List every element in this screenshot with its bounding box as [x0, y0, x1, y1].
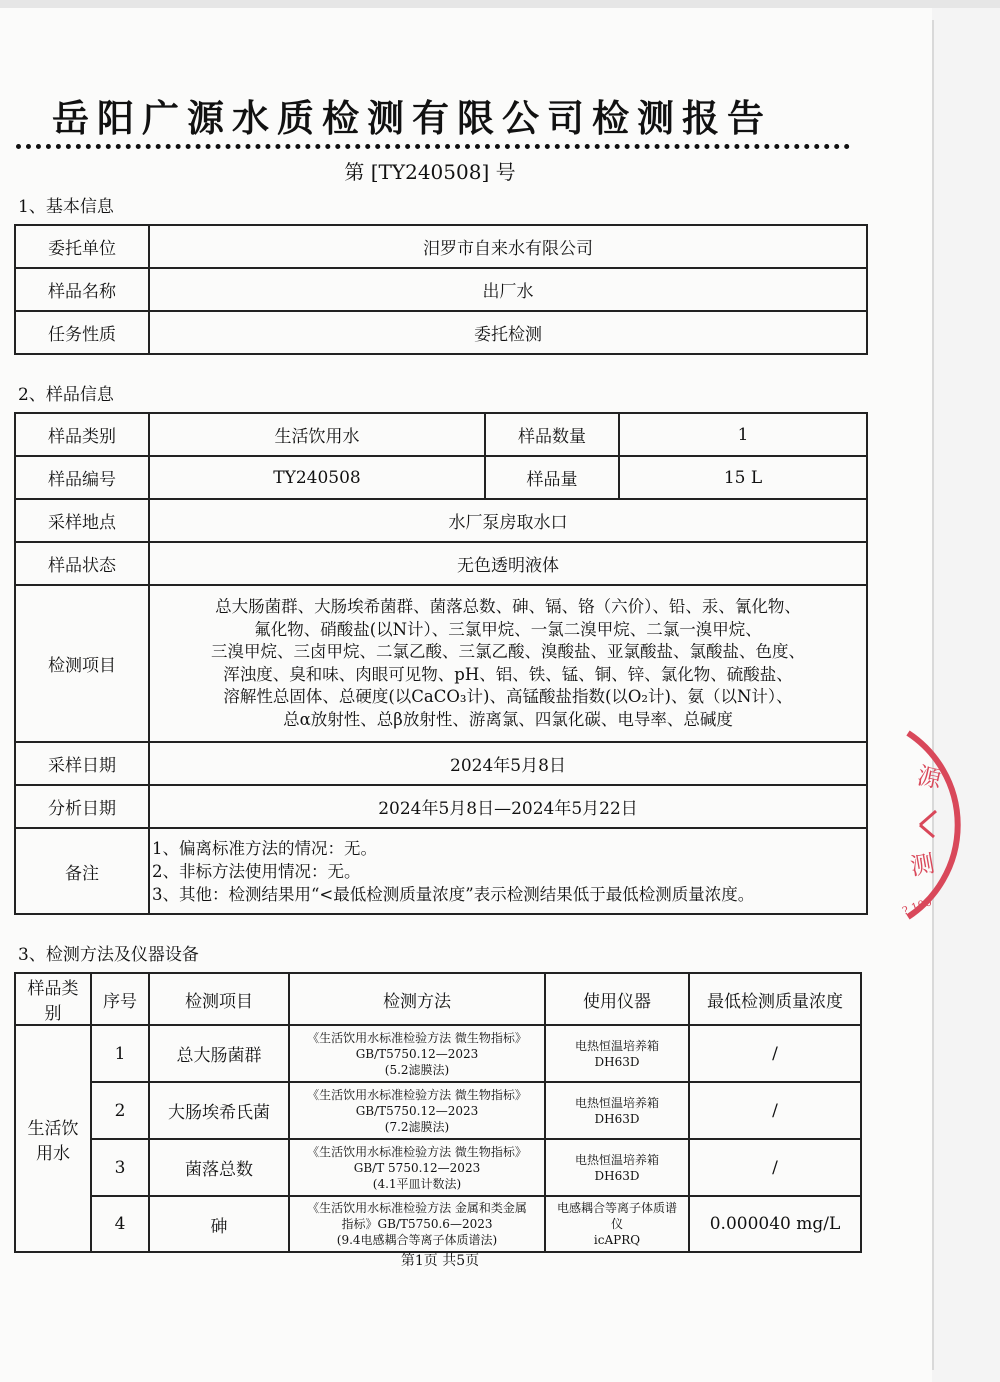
method-line: 《生活饮用水标准检验方法 金属和类金属: [307, 1201, 527, 1215]
section-3-heading: 3、检测方法及仪器设备: [18, 945, 199, 965]
row-instrument: [545, 1196, 689, 1252]
sample-no-label: 样品编号: [15, 456, 149, 499]
method-line: (9.4电感耦合等离子体质谱法): [336, 1233, 498, 1247]
test-items-line: 三溴甲烷、三卤甲烷、二氯乙酸、三氯乙酸、溴酸盐、亚氯酸盐、氯酸盐、色度、: [211, 642, 805, 661]
sample-name-value: 出厂水: [149, 268, 867, 311]
sample-no-value: TY240508: [149, 456, 485, 499]
remarks-value: [149, 828, 867, 914]
method-line: GB/T5750.12—2023: [355, 1103, 479, 1118]
row-limit: /: [689, 1082, 861, 1139]
test-items-line: 总α放射性、总β放射性、游离氯、四氯化碳、电导率、总碱度: [283, 709, 733, 729]
report-title: 岳阳广源水质检测有限公司检测报告: [52, 97, 772, 140]
table-row: [15, 585, 867, 742]
test-items-line: 浑浊度、臭和味、肉眼可见物、pH、铝、铁、锰、铜、锌、氯化物、硫酸盐、: [223, 664, 793, 684]
table-header-row: [15, 973, 861, 1025]
instrument-line: DH63D: [594, 1054, 640, 1069]
instrument-line: DH63D: [594, 1111, 640, 1126]
test-items-line: 溶解性总固体、总硬度(以CaCO₃计)、高锰酸盐指数(以O₂计)、氨（以N计）、: [223, 687, 793, 706]
sample-state-value: 无色透明液体: [149, 542, 867, 585]
method-line: (4.1平皿计数法): [372, 1176, 462, 1191]
row-limit: /: [689, 1139, 861, 1196]
table-row: [15, 785, 867, 828]
row-item: 菌落总数: [149, 1139, 289, 1196]
table-row: [15, 1025, 861, 1082]
remarks-label: 备注: [15, 828, 149, 914]
sample-amount-value: 15 L: [619, 456, 867, 499]
header-limit: 最低检测质量浓度: [689, 973, 861, 1025]
sample-count-label: 样品数量: [485, 413, 619, 456]
test-items-value: [149, 585, 867, 742]
company-seal: [890, 725, 1000, 925]
row-method: [289, 1025, 545, 1082]
sample-info-table: [14, 412, 868, 915]
seal-char: 测: [908, 849, 937, 881]
sample-count-value: 1: [619, 413, 867, 456]
seal-ring: [908, 733, 958, 917]
method-line: GB/T 5750.12—2023: [353, 1160, 481, 1175]
table-row: [15, 1139, 861, 1196]
sample-amount-label: 样品量: [485, 456, 619, 499]
page-footer: 第1页 共5页: [400, 1253, 480, 1269]
method-line: (7.2滤膜法): [384, 1119, 450, 1134]
instrument-line: DH63D: [594, 1168, 640, 1183]
method-line: 《生活饮用水标准检验方法 微生物指标》: [307, 1030, 527, 1045]
sampling-date-label: 采样日期: [15, 742, 149, 785]
table-row: [15, 499, 867, 542]
section-2-heading: 2、样品信息: [18, 385, 114, 405]
methods-table: [14, 972, 862, 1253]
sample-name-label: 样品名称: [15, 268, 149, 311]
sample-type-value: 生活饮用水: [149, 413, 485, 456]
remark-line: 1、偏离标准方法的情况：无。: [152, 838, 377, 858]
analysis-date-label: 分析日期: [15, 785, 149, 828]
client-value: 汨罗市自来水有限公司: [149, 225, 867, 268]
method-line: 指标》GB/T5750.6—2023: [341, 1217, 493, 1231]
row-no: 3: [91, 1139, 149, 1196]
top-bar: [0, 0, 1000, 8]
header-no: 序号: [91, 973, 149, 1025]
basic-info-table: [14, 224, 868, 355]
method-line: 《生活饮用水标准检验方法 微生物指标》: [307, 1087, 527, 1102]
row-method: [289, 1139, 545, 1196]
test-items-line: 氟化物、硝酸盐(以N计）、三氯甲烷、一氯二溴甲烷、二氯一溴甲烷、: [254, 619, 762, 639]
row-item: 大肠埃希氏菌: [149, 1082, 289, 1139]
header-instrument: 使用仪器: [545, 973, 689, 1025]
row-item: 总大肠菌群: [149, 1025, 289, 1082]
sample-type-label: 样品类别: [15, 413, 149, 456]
method-line: 《生活饮用水标准检验方法 微生物指标》: [307, 1144, 527, 1159]
test-items-label: 检测项目: [15, 585, 149, 742]
table-row: [15, 828, 867, 914]
seal-char: 源: [914, 761, 945, 794]
sample-state-label: 样品状态: [15, 542, 149, 585]
instrument-line: 电热恒温培养箱: [574, 1152, 659, 1167]
row-item: 砷: [149, 1196, 289, 1252]
sampling-site-label: 采样地点: [15, 499, 149, 542]
remark-line: 3、其他：检测结果用“<最低检测质量浓度”表示检测结果低于最低检测质量浓度。: [152, 884, 755, 904]
table-row: [15, 1082, 861, 1139]
client-label: 委托单位: [15, 225, 149, 268]
analysis-date-value: 2024年5月8日—2024年5月22日: [149, 785, 867, 828]
title-divider: [16, 144, 850, 149]
method-line: GB/T5750.12—2023: [355, 1046, 479, 1061]
instrument-line: 电感耦合等离子体质谱: [556, 1201, 677, 1215]
table-row: [15, 311, 867, 354]
remark-line: 2、非标方法使用情况：无。: [152, 861, 361, 881]
task-nature-label: 任务性质: [15, 311, 149, 354]
row-method: [289, 1082, 545, 1139]
table-row: [15, 413, 867, 456]
row-method: [289, 1196, 545, 1252]
page-edge: [932, 20, 934, 1370]
section-1-heading: 1、基本信息: [18, 197, 114, 217]
method-line: (5.2滤膜法): [384, 1062, 450, 1077]
row-no: 4: [91, 1196, 149, 1252]
table-row: [15, 268, 867, 311]
header-category: 样品类别: [15, 973, 91, 1025]
row-instrument: [545, 1025, 689, 1082]
table-row: [15, 542, 867, 585]
row-limit: 0.000040 mg/L: [689, 1196, 861, 1252]
table-row: [15, 456, 867, 499]
instrument-line: 仪: [610, 1217, 623, 1231]
report-number: 第 [TY240508] 号: [344, 160, 516, 184]
seal-star: [920, 811, 936, 837]
sampling-date-value: 2024年5月8日: [149, 742, 867, 785]
table-row: [15, 1196, 861, 1252]
instrument-line: 电热恒温培养箱: [574, 1095, 659, 1110]
table-row: [15, 225, 867, 268]
seal-char: ? 100: [900, 895, 934, 918]
sampling-site-value: 水厂泵房取水口: [149, 499, 867, 542]
category-cell: 生活饮用水: [15, 1025, 91, 1252]
instrument-line: icAPRQ: [593, 1233, 641, 1247]
header-method: 检测方法: [289, 973, 545, 1025]
header-item: 检测项目: [149, 973, 289, 1025]
row-no: 2: [91, 1082, 149, 1139]
row-instrument: [545, 1139, 689, 1196]
instrument-line: 电热恒温培养箱: [574, 1038, 659, 1053]
row-instrument: [545, 1082, 689, 1139]
test-items-line: 总大肠菌群、大肠埃希菌群、菌落总数、砷、镉、铬（六价）、铅、汞、氰化物、: [215, 597, 801, 616]
row-no: 1: [91, 1025, 149, 1082]
table-row: [15, 742, 867, 785]
task-nature-value: 委托检测: [149, 311, 867, 354]
row-limit: /: [689, 1025, 861, 1082]
